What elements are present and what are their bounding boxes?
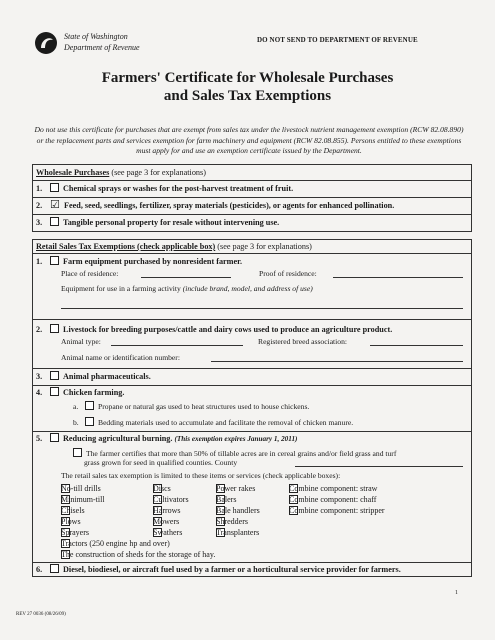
item-number: 4. [36,388,43,397]
wholesale-item-2[interactable] [36,200,394,211]
item-label: Diesel, biodiesel, or aircraft fuel used by a farmer or a horticultural service provider for farmers. [63,565,401,574]
option-label: Combine component: straw [289,484,378,493]
agency-line-2: Department of Revenue [64,43,140,52]
checkbox[interactable] [50,324,59,333]
checkbox[interactable] [50,256,59,265]
item-number: 1. [36,257,43,266]
option-label: Plows [61,517,81,526]
animal-id-field[interactable] [211,361,463,362]
retail-item-4[interactable] [36,387,124,398]
checkbox[interactable] [50,217,59,226]
checkbox[interactable] [73,448,82,457]
item-number: 6. [36,565,43,574]
checkbox[interactable] [50,433,59,442]
option-label: Sprayers [61,528,89,537]
place-of-residence-label: Place of residence: [61,269,119,278]
animal-type-field[interactable] [111,345,243,346]
item-label: Reducing agricultural burning. [63,434,173,443]
expiry-note: (This exemption expires January 1, 2011) [174,435,298,443]
option-label: Mowers [153,517,180,526]
do-not-send-notice: DO NOT SEND TO DEPARTMENT OF REVENUE [257,36,418,44]
retail-heading [36,241,312,252]
item-4b[interactable] [73,417,353,428]
wholesale-section [32,164,472,232]
item-label: Feed, seed, seedlings, fertilizer, spray materials (pesticides), or agents for enhanced pollination. [64,201,395,210]
checkbox[interactable] [50,387,59,396]
equipment-field[interactable] [61,308,463,309]
checkbox[interactable] [50,371,59,380]
option-label: Shredders [216,517,248,526]
option-label: Power rakes [216,484,256,493]
retail-item-1[interactable] [36,256,242,267]
agency-line-1: State of Washington [64,32,128,41]
wa-dor-logo [34,31,58,55]
form-id: REV 27 0036 (08/26/09) [16,612,66,617]
option-label: The construction of sheds for the storage of hay. [61,550,216,559]
option-label: Tractors (250 engine hp and over) [61,539,170,548]
checkbox[interactable] [50,183,59,192]
retail-item-2[interactable] [36,324,392,335]
certify-line-2: grass grown for seed in qualified counties. County [84,458,238,467]
checkbox[interactable] [85,401,94,410]
equipment-label-note: (include brand, model, and address of use) [182,284,313,293]
place-of-residence-field[interactable] [141,277,231,278]
retail-item-3[interactable] [36,371,151,382]
option-label: Swathers [153,528,183,537]
form-title [0,69,495,105]
item-label: Farm equipment purchased by nonresident farmer. [63,257,243,266]
agency-name [64,31,140,53]
item-letter: a. [73,402,79,411]
animal-id-label: Animal name or identification number: [61,353,180,362]
wholesale-item-1[interactable] [36,183,293,194]
item-label: Animal pharmaceuticals. [63,372,151,381]
item-letter: b. [73,418,79,427]
retail-heading-title: Retail Sales Tax Exemptions (check applicable box) [36,242,216,251]
checkmark-icon[interactable]: ☑ [50,198,60,211]
limited-items-text: The retail sales tax exemption is limited to these items or services (check applicable boxes): [61,471,341,480]
item-label: Chicken farming. [63,388,125,397]
option-label: Discs [153,484,171,493]
equipment-label-text: Equipment for use in a farming activity [61,284,183,293]
breed-association-label: Registered breed association: [258,337,347,346]
wholesale-item-3[interactable] [36,217,279,228]
option-label: Combine component: stripper [289,506,385,515]
item-label: Tangible personal property for resale without intervening use. [63,218,280,227]
item-number: 2. [36,201,43,210]
retail-item-5[interactable] [36,433,297,445]
item-label: Chemical sprays or washes for the post-harvest treatment of fruit. [63,184,294,193]
item-number: 5. [36,434,43,443]
breed-association-field[interactable] [370,345,463,346]
item-label: Livestock for breeding purposes/cattle and dairy cows used to produce an agriculture product. [63,325,393,334]
proof-of-residence-field[interactable] [333,277,463,278]
title-line-1: Farmers' Certificate for Wholesale Purchases [101,70,394,86]
option-label: Bale handlers [216,506,260,515]
proof-of-residence-label: Proof of residence: [259,269,317,278]
item-number: 1. [36,184,43,193]
page-number: 1 [455,590,458,596]
option-label: Transplanters [216,528,260,537]
title-line-2: and Sales Tax Exemptions [163,88,332,104]
item-number: 3. [36,218,43,227]
checkbox[interactable] [50,564,59,573]
intro-text: Do not use this certificate for purchases that are exempt from sales tax under the livestock nutrient management exemption (RCW 82.08.890) or the replacement parts and services exemption for farm machinery and equipment (RCW 82.08.855). Persons entitled to these exemptions must apply for and use an exemption certificate issued by the Department. [34,125,464,155]
item-text: Bedding materials used to accumulate and facilitate the removal of chicken manure. [98,418,354,427]
option-label: Minimum-till [61,495,105,504]
option-label: No-till drills [61,484,101,493]
equipment-label [61,284,313,294]
option-label: Cultivators [153,495,189,504]
certify-line-1: The farmer certifies that more than 50% of tillable acres are in cereal grains and/or field grass and turf [86,449,397,458]
item-text: Propane or natural gas used to heat structures used to house chickens. [98,402,310,411]
item-4a[interactable] [73,401,309,412]
retail-section [32,239,472,577]
wholesale-heading [36,167,206,178]
option-label: Harrows [153,506,181,515]
animal-type-label: Animal type: [61,337,101,346]
retail-heading-note: (see page 3 for explanations) [217,242,312,251]
item-number: 2. [36,325,43,334]
county-field[interactable] [295,466,463,467]
option-label: Balers [216,495,237,504]
option-label: Combine component: chaff [289,495,377,504]
checkbox[interactable] [85,417,94,426]
option-label: Chisels [61,506,85,515]
retail-item-6[interactable] [36,564,401,575]
item-number: 3. [36,372,43,381]
wholesale-heading-title: Wholesale Purchases [36,168,110,177]
wholesale-heading-note: (see page 3 for explanations) [111,168,206,177]
